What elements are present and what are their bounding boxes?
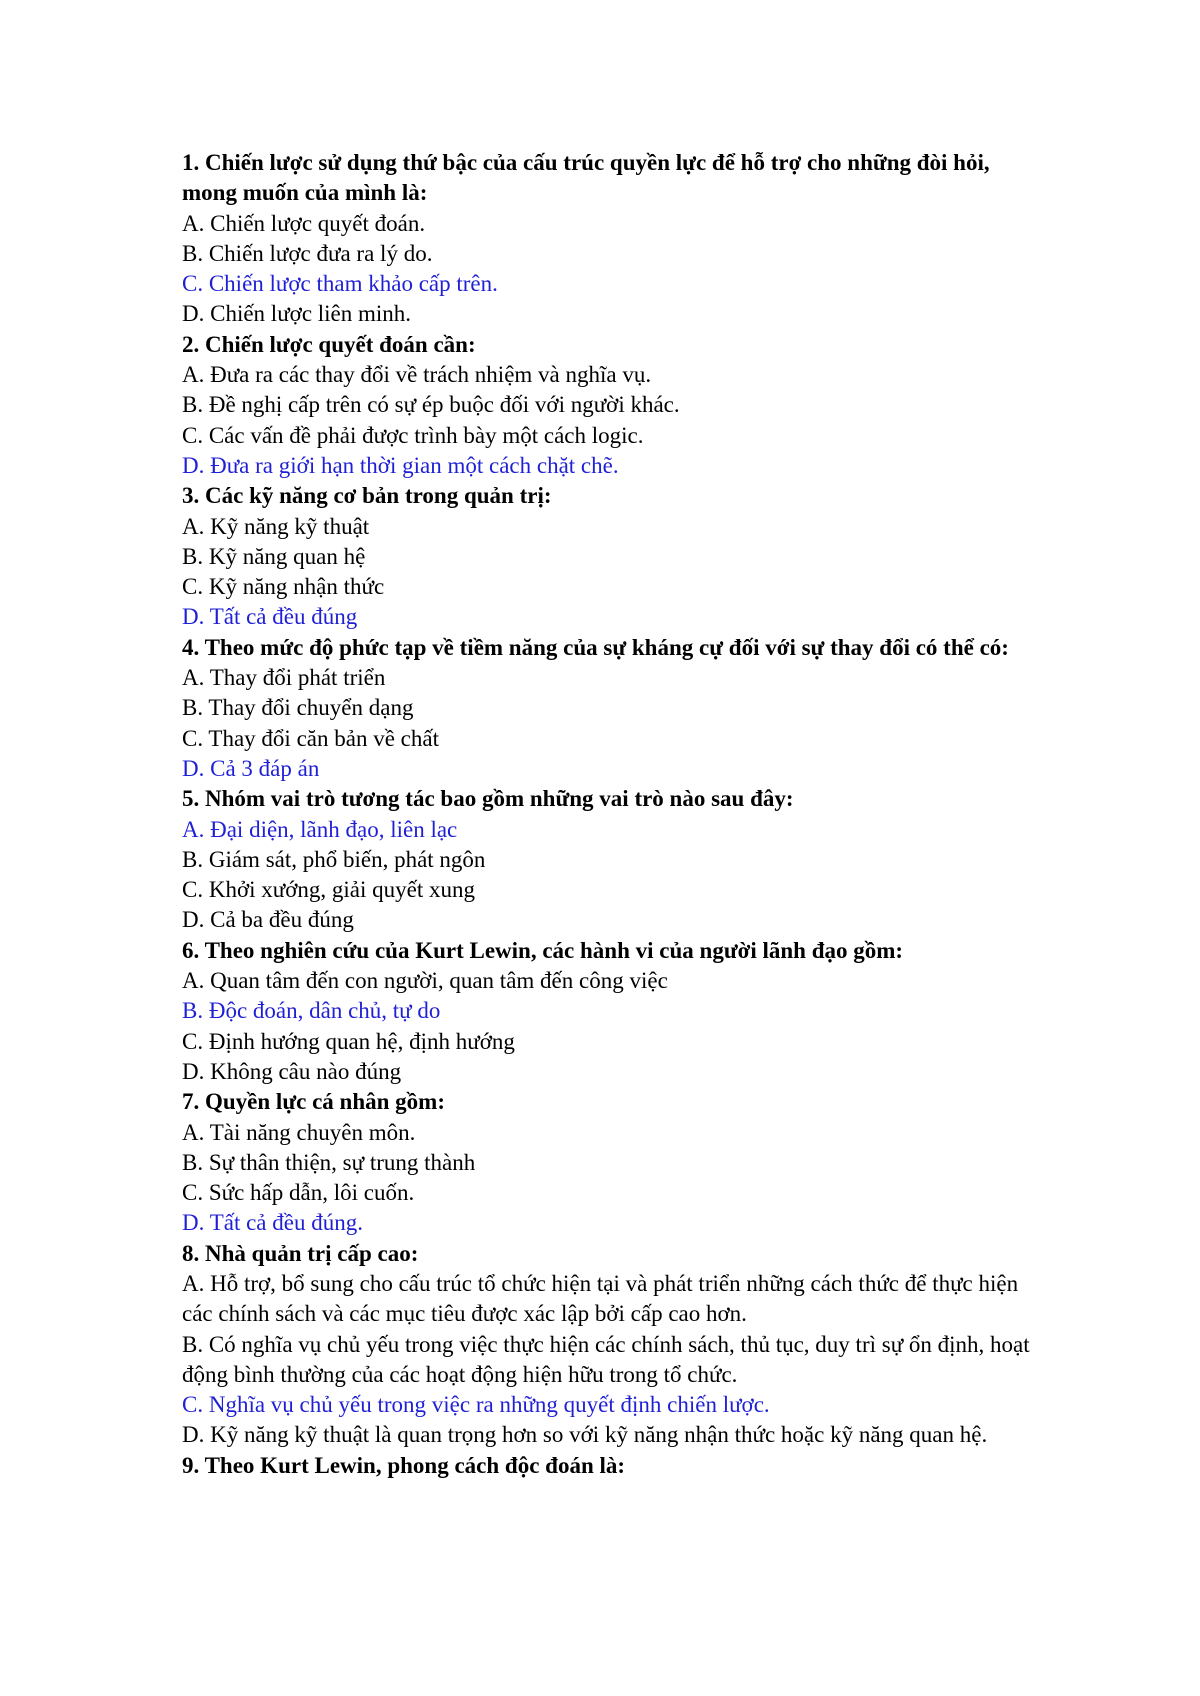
correct-answer-option: D. Tất cả đều đúng. bbox=[182, 1210, 363, 1236]
answer-option: B. Kỹ năng quan hệ bbox=[182, 543, 366, 569]
question-text: 6. Theo nghiên cứu của Kurt Lewin, các hành vi của người lãnh đạo gồm: bbox=[182, 937, 904, 963]
question-6 bbox=[182, 936, 1042, 1087]
answer-option: B. Sự thân thiện, sự trung thành bbox=[182, 1149, 476, 1175]
question-text: 7. Quyền lực cá nhân gồm: bbox=[182, 1089, 445, 1115]
question-text: 8. Nhà quản trị cấp cao: bbox=[182, 1240, 419, 1266]
answer-option: A. Hỗ trợ, bổ sung cho cấu trúc tổ chức hiện tại và phát triển những cách thức để thực hiện các chính sách và các mục tiêu được xác lập bởi cấp cao hơn. bbox=[182, 1270, 1019, 1327]
correct-answer-option: C. Nghĩa vụ chủ yếu trong việc ra những quyết định chiến lược. bbox=[182, 1392, 770, 1418]
answer-option: A. Chiến lược quyết đoán. bbox=[182, 210, 426, 236]
question-3 bbox=[182, 481, 1042, 632]
question-9 bbox=[182, 1451, 1042, 1481]
answer-option: B. Đề nghị cấp trên có sự ép buộc đối với người khác. bbox=[182, 392, 680, 418]
answer-option: A. Tài năng chuyên môn. bbox=[182, 1119, 416, 1145]
answer-option: C. Các vấn đề phải được trình bày một cách logic. bbox=[182, 422, 644, 448]
answer-option: D. Không câu nào đúng bbox=[182, 1058, 402, 1084]
question-5 bbox=[182, 784, 1042, 935]
question-8 bbox=[182, 1239, 1042, 1451]
answer-option: C. Khởi xướng, giải quyết xung bbox=[182, 877, 475, 903]
answer-option: A. Đưa ra các thay đổi về trách nhiệm và nghĩa vụ. bbox=[182, 362, 652, 388]
document-page bbox=[182, 148, 1042, 1481]
answer-option: B. Giám sát, phổ biến, phát ngôn bbox=[182, 846, 486, 872]
answer-option: D. Cả ba đều đúng bbox=[182, 907, 354, 933]
correct-answer-option: C. Chiến lược tham khảo cấp trên. bbox=[182, 271, 498, 297]
question-4 bbox=[182, 633, 1042, 784]
question-text: 2. Chiến lược quyết đoán cần: bbox=[182, 331, 476, 357]
answer-option: A. Thay đổi phát triển bbox=[182, 665, 386, 691]
question-1 bbox=[182, 148, 1042, 330]
correct-answer-option: D. Cả 3 đáp án bbox=[182, 755, 320, 781]
answer-option: C. Thay đổi căn bản về chất bbox=[182, 725, 439, 751]
correct-answer-option: D. Đưa ra giới hạn thời gian một cách chặt chẽ. bbox=[182, 452, 619, 478]
question-7 bbox=[182, 1087, 1042, 1238]
answer-option: C. Kỹ năng nhận thức bbox=[182, 574, 385, 600]
correct-answer-option: A. Đại diện, lãnh đạo, liên lạc bbox=[182, 816, 458, 842]
answer-option: D. Kỹ năng kỹ thuật là quan trọng hơn so với kỹ năng nhận thức hoặc kỹ năng quan hệ. bbox=[182, 1422, 988, 1448]
answer-option: A. Kỹ năng kỹ thuật bbox=[182, 513, 370, 539]
question-text: 4. Theo mức độ phức tạp về tiềm năng của sự kháng cự đối với sự thay đổi có thể có: bbox=[182, 634, 1009, 660]
answer-option: B. Chiến lược đưa ra lý do. bbox=[182, 240, 433, 266]
answer-option: D. Chiến lược liên minh. bbox=[182, 301, 412, 327]
question-text: 1. Chiến lược sử dụng thứ bậc của cấu trúc quyền lực để hỗ trợ cho những đòi hỏi, mong muốn của mình là: bbox=[182, 150, 990, 206]
answer-option: C. Định hướng quan hệ, định hướng bbox=[182, 1028, 515, 1054]
answer-option: C. Sức hấp dẫn, lôi cuốn. bbox=[182, 1180, 415, 1206]
question-text: 5. Nhóm vai trò tương tác bao gồm những vai trò nào sau đây: bbox=[182, 786, 794, 812]
answer-option: B. Thay đổi chuyển dạng bbox=[182, 695, 414, 721]
correct-answer-option: D. Tất cả đều đúng bbox=[182, 604, 358, 630]
answer-option: B. Có nghĩa vụ chủ yếu trong việc thực hiện các chính sách, thủ tục, duy trì sự ổn định, hoạt động bình thường của các hoạt động hiện hữu trong tổ chức. bbox=[182, 1331, 1030, 1387]
correct-answer-option: B. Độc đoán, dân chủ, tự do bbox=[182, 998, 441, 1024]
question-text: 9. Theo Kurt Lewin, phong cách độc đoán là: bbox=[182, 1452, 626, 1478]
answer-option: A. Quan tâm đến con người, quan tâm đến công việc bbox=[182, 968, 668, 994]
question-text: 3. Các kỹ năng cơ bản trong quản trị: bbox=[182, 483, 552, 509]
question-2 bbox=[182, 330, 1042, 481]
